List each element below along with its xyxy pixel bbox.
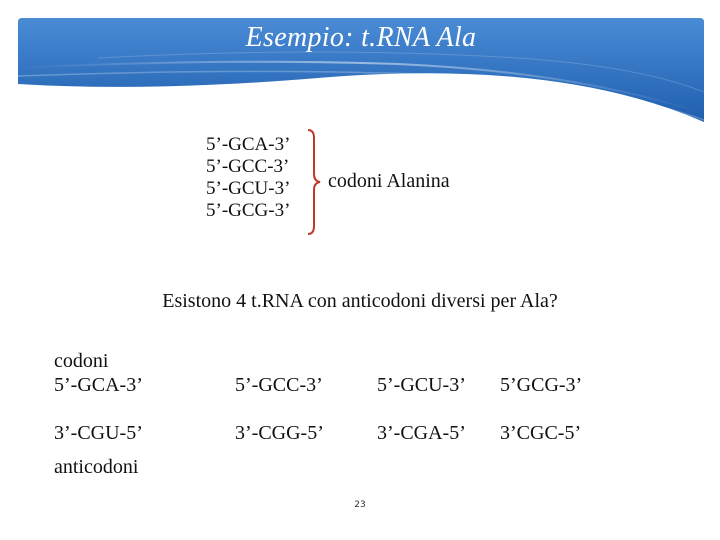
page-number: 23 <box>354 500 366 510</box>
anticodon-cell: 3’-CGG-5’ <box>235 422 324 444</box>
codon-item: 5’-GCU-3’ <box>206 178 291 199</box>
codon-list <box>206 134 290 222</box>
anticodoni-label: anticodoni <box>54 456 139 478</box>
brace-label: codoni Alanina <box>328 170 450 192</box>
anticodon-cell: 3’-CGU-5’ <box>54 422 143 444</box>
codon-item: 5’-GCA-3’ <box>206 134 291 155</box>
codoni-label: codoni <box>54 350 109 372</box>
question-text: Esistono 4 t.RNA con anticodoni diversi per Ala? <box>162 290 558 312</box>
codon-cell: 5’-GCU-3’ <box>377 374 466 396</box>
codon-cell: 5’-GCC-3’ <box>235 374 323 396</box>
codon-cell: 5’-GCA-3’ <box>54 374 143 396</box>
codon-item: 5’-GCC-3’ <box>206 156 290 177</box>
codon-cell: 5’GCG-3’ <box>500 374 583 396</box>
slide-title: Esempio: t.RNA Ala <box>245 22 477 53</box>
codon-item: 5’-GCG-3’ <box>206 200 291 221</box>
curly-brace-icon <box>304 128 326 236</box>
anticodon-cell: 3’CGC-5’ <box>500 422 582 444</box>
anticodon-cell: 3’-CGA-5’ <box>377 422 466 444</box>
